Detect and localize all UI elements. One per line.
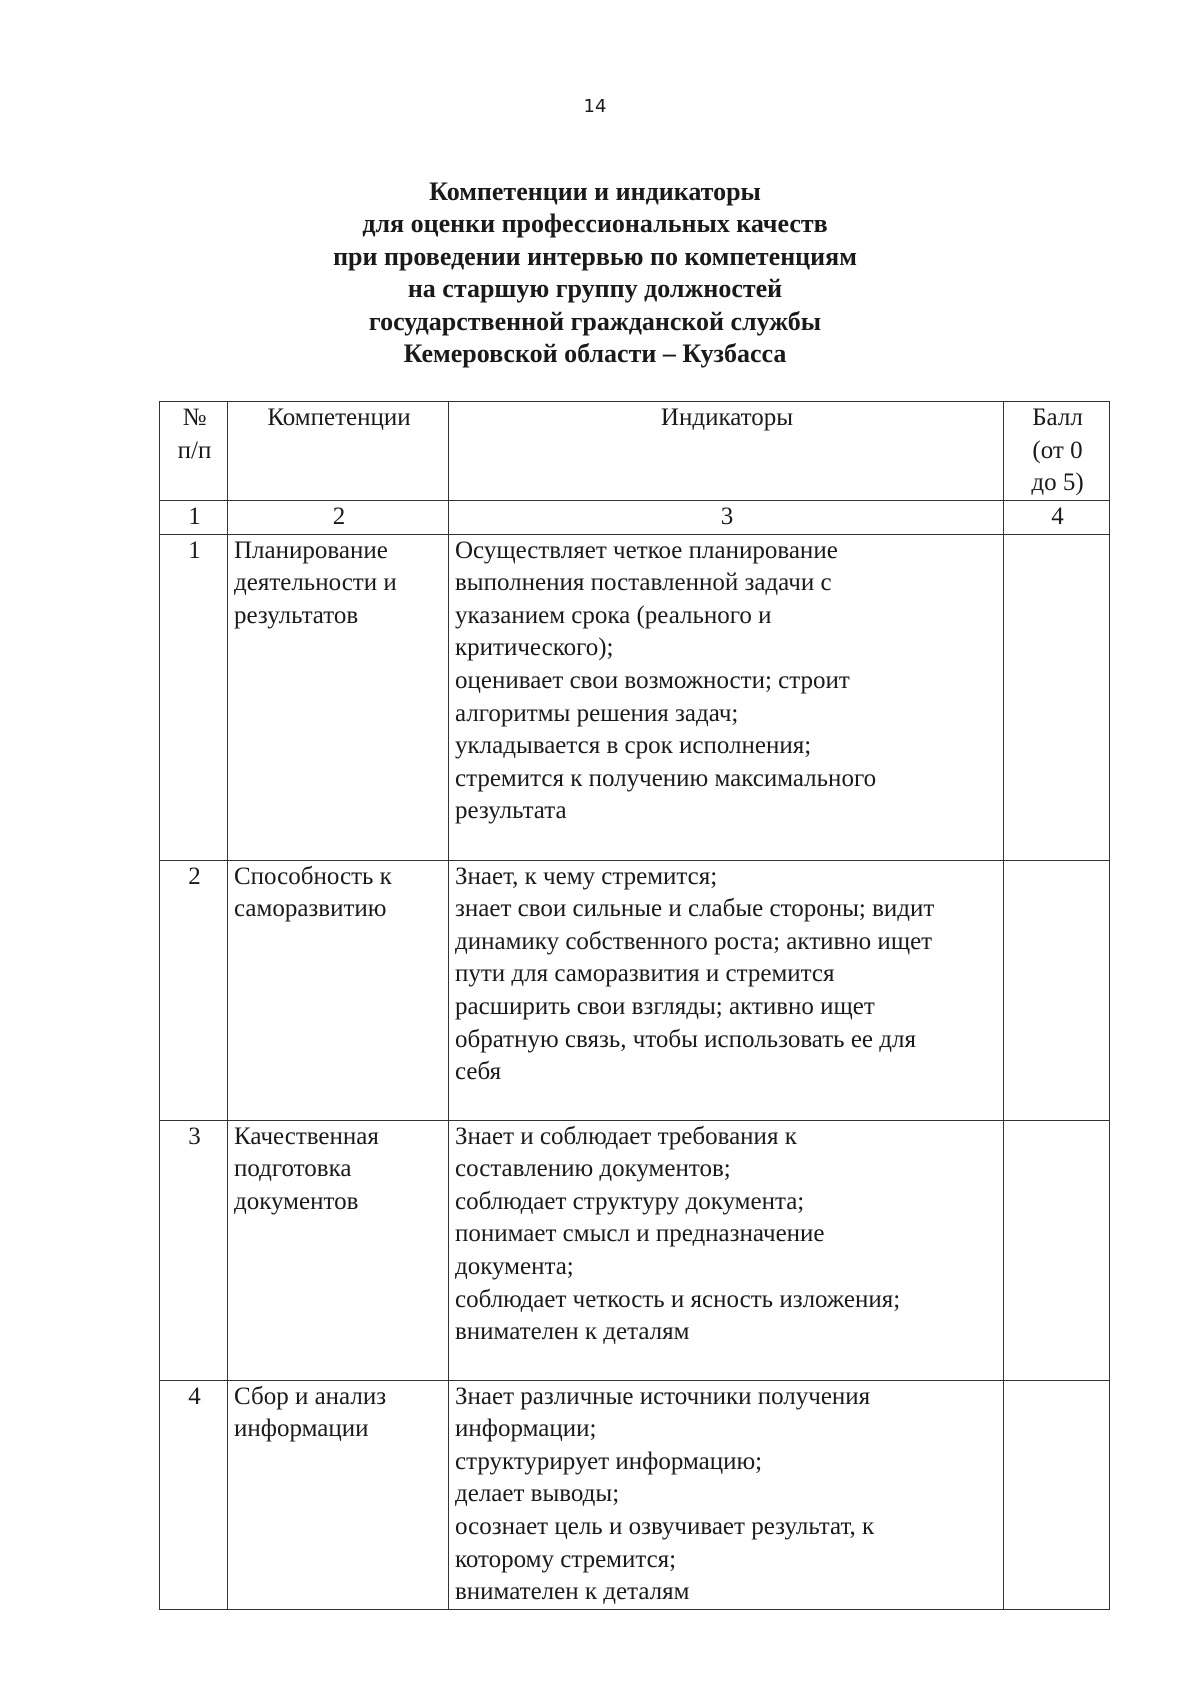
title-line: при проведении интервью по компетенциям — [333, 241, 857, 271]
header-number — [160, 402, 228, 501]
score-cell — [1004, 534, 1110, 860]
indicator-line: стремится к получению максимального — [455, 764, 877, 792]
indicator-line: знает свои сильные и слабые стороны; видит — [455, 895, 935, 923]
indicator-line: Знает и соблюдает требования к — [455, 1122, 797, 1150]
header-score — [1004, 402, 1110, 501]
indicators-cell — [449, 1120, 1004, 1380]
indicator-line: критического); — [455, 634, 614, 662]
indicators-cell — [449, 534, 1004, 860]
competence-line: Качественная — [234, 1122, 379, 1150]
header-number-line: № — [182, 404, 207, 431]
score-cell — [1004, 1120, 1110, 1380]
indicator-line: внимателен к деталям — [455, 1318, 690, 1346]
page-number: 14 — [583, 96, 607, 117]
indicators-cell — [449, 860, 1004, 1120]
competence-line: информации — [234, 1415, 369, 1443]
header-number-line: п/п — [177, 436, 212, 464]
title-line: Кемеровской области – Кузбасса — [403, 339, 787, 369]
column-number: 2 — [228, 501, 449, 535]
indicator-line: внимателен к деталям — [455, 1578, 690, 1606]
competence-line: Планирование — [234, 536, 388, 564]
indicator-line: пути для саморазвития и стремится — [455, 960, 835, 988]
table-row — [160, 1380, 1110, 1609]
competence-cell — [228, 860, 449, 1120]
competencies-table — [159, 401, 1110, 1610]
indicator-line: указанием срока (реального и — [455, 601, 772, 629]
indicator-line: обратную связь, чтобы использовать ее для — [455, 1025, 916, 1053]
competence-line: подготовка — [234, 1155, 352, 1183]
row-number: 3 — [160, 1120, 228, 1380]
header-score-line: Балл — [1032, 404, 1083, 431]
row-number: 1 — [160, 534, 228, 860]
competence-line: результатов — [234, 601, 359, 629]
score-cell — [1004, 1380, 1110, 1609]
indicator-line: алгоритмы решения задач; — [455, 699, 739, 727]
table-header-row — [160, 402, 1110, 501]
title-line: Компетенции и индикаторы — [429, 177, 761, 206]
column-number: 4 — [1004, 501, 1110, 535]
indicator-line: соблюдает четкость и ясность изложения; — [455, 1285, 901, 1313]
score-cell — [1004, 860, 1110, 1120]
competence-line: Сбор и анализ — [234, 1382, 387, 1410]
indicator-line: понимает смысл и предназначение — [455, 1220, 825, 1248]
indicator-line: себя — [455, 1058, 502, 1086]
header-competence: Компетенции — [228, 402, 449, 501]
table-row — [160, 1120, 1110, 1380]
competence-line: саморазвитию — [234, 895, 387, 923]
indicator-line: Знает, к чему стремится; — [455, 862, 718, 890]
title-line: на старшую группу должностей — [407, 274, 783, 304]
indicator-line: которому стремится; — [455, 1545, 677, 1573]
competence-cell — [228, 1120, 449, 1380]
indicator-line: документа; — [455, 1252, 574, 1280]
table-row — [160, 860, 1110, 1120]
indicator-line: расширить свои взгляды; активно ищет — [455, 992, 875, 1020]
title-line: государственной гражданской службы — [368, 306, 822, 336]
indicator-line: осознает цель и озвучивает результат, к — [455, 1512, 875, 1540]
competence-line: Способность к — [234, 862, 392, 890]
indicator-line: делает выводы; — [455, 1480, 620, 1508]
header-score-line: (от 0 — [1032, 436, 1083, 464]
column-number: 3 — [449, 501, 1004, 535]
indicator-line: составлению документов; — [455, 1155, 731, 1183]
indicators-cell — [449, 1380, 1004, 1609]
column-number: 1 — [160, 501, 228, 535]
header-indicators: Индикаторы — [449, 402, 1004, 501]
indicator-line: оценивает свои возможности; строит — [455, 666, 850, 694]
header-score-line: до 5) — [1031, 469, 1084, 497]
indicator-line: укладывается в срок исполнения; — [455, 732, 812, 760]
row-number: 4 — [160, 1380, 228, 1609]
indicator-line: выполнения поставленной задачи с — [455, 569, 832, 597]
title-line: для оценки профессиональных качеств — [362, 209, 828, 239]
document-title — [0, 176, 1190, 370]
table-row — [160, 534, 1110, 860]
indicator-line: структурирует информацию; — [455, 1447, 763, 1475]
indicator-line: динамику собственного роста; активно ищет — [455, 927, 933, 955]
row-number: 2 — [160, 860, 228, 1120]
column-number-row — [160, 501, 1110, 535]
indicator-line: Знает различные источники получения — [455, 1382, 871, 1410]
indicator-line: Осуществляет четкое планирование — [455, 536, 838, 564]
competence-line: деятельности и — [234, 569, 397, 597]
indicator-line: информации; — [455, 1415, 597, 1443]
competence-cell — [228, 1380, 449, 1609]
competence-line: документов — [234, 1187, 359, 1215]
indicator-line: соблюдает структуру документа; — [455, 1187, 805, 1215]
indicator-line: результата — [455, 797, 567, 825]
competence-cell — [228, 534, 449, 860]
